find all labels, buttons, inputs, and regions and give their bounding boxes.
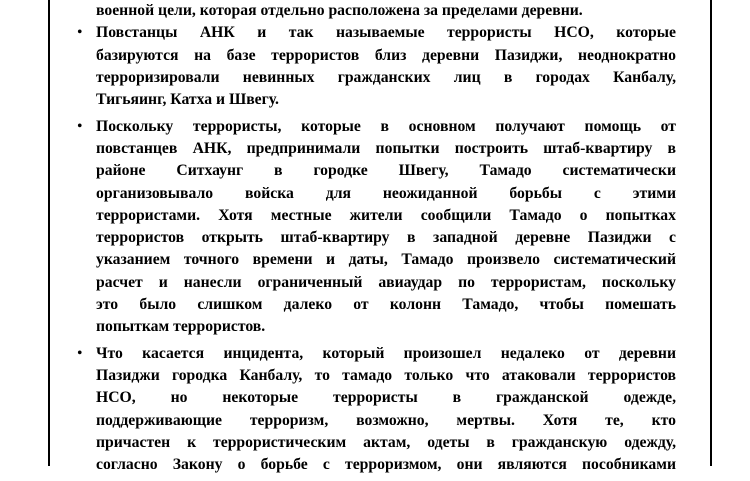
list-item [77, 343, 676, 477]
document-body [77, 0, 676, 481]
text-line: Повстанцы АНК и так называемые террористы НСО, которые [96, 24, 676, 42]
bullet-list [77, 22, 676, 476]
bullet-icon: • [77, 117, 83, 135]
list-item [77, 116, 676, 339]
text-line: указанием точного времени и даты, Тамадо произвело систематический [96, 251, 676, 269]
text-line: повстанцев АНК, предпринимали попытки построить штаб-квартиру в [96, 139, 676, 157]
text-line: причастен к террористическим актам, одеты в гражданскую одежду, [96, 434, 676, 452]
text-line: районе Ситхаунг в городке Швегу, Тамадо систематически [96, 162, 676, 180]
list-item [77, 22, 676, 111]
text-line: поддерживающие терроризм, возможно, мертвы. Хотя те, кто [96, 411, 676, 429]
text-line: Пазиджи городка Канбалу, то тамадо только что атаковали террористов [96, 367, 676, 385]
text-line: терроризировали невинных гражданских лиц в городах Канбалу, [96, 68, 676, 86]
text-line: согласно Закону о борьбе с терроризмом, они являются пособниками [96, 456, 676, 474]
text-line: Поскольку террористы, которые в основном получают помощь от [96, 117, 676, 135]
text-line: террористами. Хотя местные жители сообщили Тамадо о попытках [96, 206, 676, 224]
text-line: базируются на базе террористов близ деревни Пазиджи, неоднократно [96, 46, 676, 64]
bullet-icon: • [77, 24, 83, 42]
text-line: расчет и нанесли ограниченный авиаудар по террористам, поскольку [96, 273, 676, 291]
text-line: организовывало войска для неожиданной борьбы с этими [96, 184, 676, 202]
text-line: Тигьяинг, Катха и Швегу. [96, 91, 279, 109]
text-line: НСО, но некоторые террористы в гражданской одежде, [96, 389, 676, 407]
text-line: это было слишком далеко от колонн Тамадо, чтобы помешать [96, 296, 676, 314]
text-line: террористов открыть штаб-квартиру в западной деревне Пазиджи с [96, 229, 676, 247]
continuation-text: военной цели, которая отдельно расположена за пределами деревни. [96, 2, 583, 19]
text-line: попыткам террористов. [96, 318, 266, 336]
text-line: Что касается инцидента, который произошел недалеко от деревни [96, 344, 676, 362]
bullet-icon: • [77, 344, 83, 362]
